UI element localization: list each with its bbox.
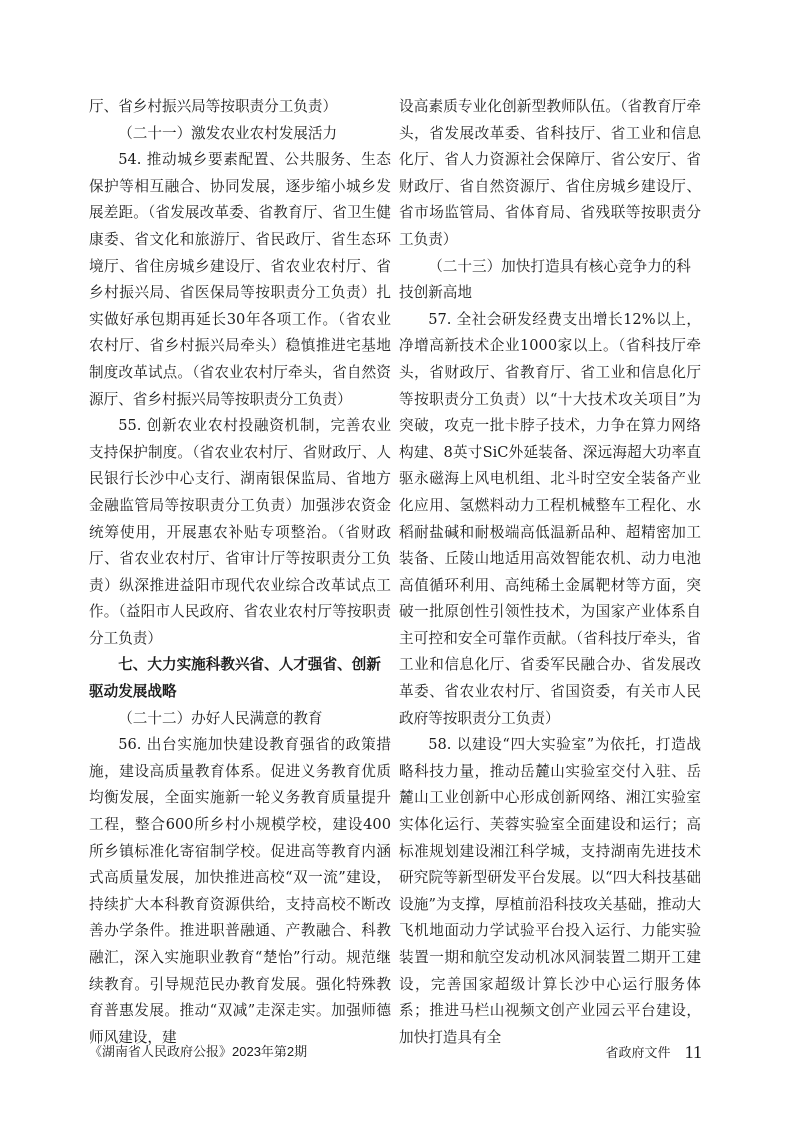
paragraph-continuation: 设高素质专业化创新型教师队伍。（省教育厅牵头，省发展改革委、省科技厅、省工业和信息化厅、省人力资源社会保障厅、省公安厅、省财政厅、省自然资源厅、省住房城乡建设厅、省市场监管局、省体育局、省残联等按职责分工负责）: [399, 98, 701, 248]
footer-right-group: [606, 1040, 703, 1066]
right-column: [399, 94, 701, 1051]
section-heading-23: （二十三）加快打造具有核心竞争力的科技创新高地: [399, 257, 691, 302]
chapter-heading-7: 七、大力实施科教兴省、人才强省、创新驱动发展战略: [89, 656, 381, 701]
section-heading-22: （二十二）办好人民满意的教育: [118, 709, 323, 727]
section-heading-21: （二十一）激发农业农村发展活力: [118, 124, 338, 142]
publication-title: 《湖南省人民政府公报》2023年第2期: [89, 1044, 308, 1059]
section-label: 省政府文件: [605, 1045, 671, 1060]
page-footer: [89, 1040, 702, 1064]
paragraph-item-54: 54. 推动城乡要素配置、公共服务、生态保护等相互融合、协同发展，逐步缩小城乡发展差距。（省发展改革委、省教育厅、省卫生健康委、省文化和旅游厅、省民政厅、省生态环境厅、省住房城乡建设厅、省农业农村厅、省乡村振兴局、省医保局等按职责分工负责）扎实做好承包期再延长30年各项工作。（省农业农村厅、省乡村振兴局牵头）稳慎推进宅基地制度改革试点。（省农业农村厅牵头，省自然资源厅、省乡村振兴局等按职责分工负责）: [89, 151, 391, 408]
paragraph-item-58: 58. 以建设“四大实验室”为依托，打造战略科技力量，推动岳麓山实验室交付入驻、岳麓山工业创新中心形成创新网络、湘江实验室实体化运行、芙蓉实验室全面建设和运行；高标准规划建设湘江科学城，支持湖南先进技术研究院等新型研发平台发展。以“四大科技基础设施”为支撑，厚植前沿科技攻关基础，推动大飞机地面动力学试验平台投入运行、力能实验装置一期和航空发动机冰风洞装置二期开工建设，完善国家超级计算长沙中心运行服务体系；推进马栏山视频文创产业园云平台建设，加快打造具有全: [399, 736, 701, 1046]
paragraph-item-55: 55. 创新农业农村投融资机制，完善农业支持保护制度。（省农业农村厅、省财政厅、人民银行长沙中心支行、湖南银保监局、省地方金融监管局等按职责分工负责）加强涉农资金统筹使用，开展惠农补贴专项整治。（省财政厅、省农业农村厅、省审计厅等按职责分工负责）纵深推进益阳市现代农业综合改革试点工作。（益阳市人民政府、省农业农村厅等按职责分工负责）: [89, 417, 391, 647]
left-column: [89, 94, 391, 1051]
page-number: 11: [684, 1042, 702, 1062]
paragraph-continuation: 厅、省乡村振兴局等按职责分工负责）: [89, 98, 338, 115]
paragraph-item-56: 56. 出台实施加快建设教育强省的政策措施，建设高质量教育体系。促进义务教育优质均衡发展，全面实施新一轮义务教育质量提升工程，整合600所乡村小规模学校，建设400所乡镇标准化寄宿制学校。促进高等教育内涵式高质量发展，加快推进高校“双一流”建设，持续扩大本科教育资源供给，支持高校不断改善办学条件。推进职普融通、产教融合、科教融汇，深入实施职业教育“楚怡”行动。规范继续教育。引导规范民办教育发展。强化特殊教育普惠发展。推动“双减”走深走实。加强师德师风建设，建: [89, 736, 391, 1046]
paragraph-item-57: 57. 全社会研发经费支出增长12%以上，净增高新技术企业1000家以上。（省科技厅牵头，省财政厅、省教育厅、省工业和信息化厅等按职责分工负责）以“十大技术攻关项目”为突破，攻克一批卡脖子技术，力争在算力网络构建、8英寸SiC外延装备、深远海超大功率直驱永磁海上风电机组、北斗时空安全装备产业化应用、氢燃料动力工程机械整车工程化、水稻耐盐碱和耐极端高低温新品种、超精密加工装备、丘陵山地适用高效智能农机、动力电池高值循环利用、高纯稀土金属靶材等方面，突破一批原创性引领性技术，为国家产业体系自主可控和安全可靠作贡献。（省科技厅牵头，省工业和信息化厅、省委军民融合办、省发展改革委、省农业农村厅、省国资委，有关市人民政府等按职责分工负责）: [399, 310, 701, 727]
